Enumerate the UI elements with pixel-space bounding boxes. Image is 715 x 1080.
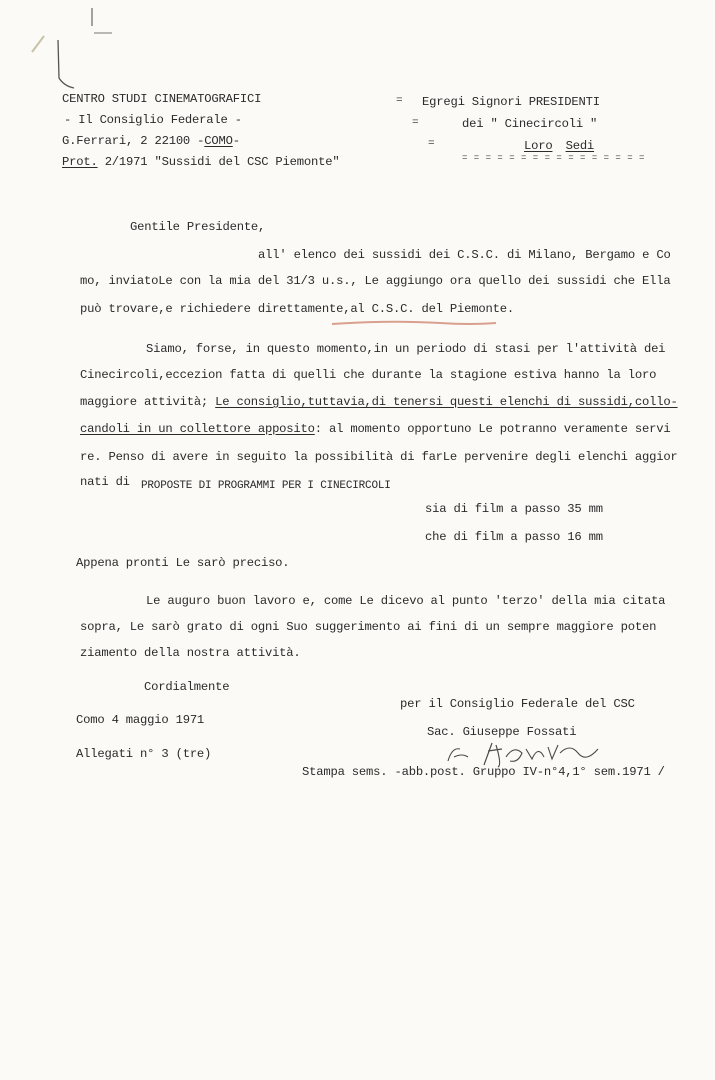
org-address-suffix: - bbox=[232, 134, 240, 148]
recipient-loro: Loro bbox=[524, 139, 553, 153]
para2-line3-a: maggiore attività; bbox=[80, 395, 216, 409]
org-address-street: G.Ferrari, 2 22100 - bbox=[62, 134, 205, 148]
para2-line4 bbox=[80, 422, 670, 436]
para2-line5: re. Penso di avere in seguito la possibilità di farLe pervenire degli elenchi aggior bbox=[80, 450, 678, 464]
red-pencil-underline-icon bbox=[330, 318, 500, 328]
closing: Cordialmente bbox=[144, 680, 230, 694]
recipient-underline-dashes: = = = = = = = = = = = = = = = = bbox=[462, 153, 645, 163]
para2-line1: Siamo, forse, in questo momento,in un periodo di stasi per l'attività dei bbox=[146, 342, 666, 356]
pencil-mark-icon bbox=[28, 0, 128, 100]
film-16mm-line: che di film a passo 16 mm bbox=[425, 530, 603, 544]
greeting: Gentile Presidente, bbox=[130, 220, 266, 234]
para2-line6: nati di bbox=[80, 475, 130, 489]
recipient-line-2: dei " Cinecircoli " bbox=[462, 117, 598, 131]
para2-line4-underlined: candoli in un collettore apposito bbox=[80, 422, 315, 436]
para1-line1: all' elenco dei sussidi dei C.S.C. di Milano, Bergamo e Co bbox=[258, 248, 671, 262]
protocol-line bbox=[62, 155, 339, 169]
para1-line2: mo, inviatoLe con la mia del 31/3 u.s., Le aggiungo ora quello dei sussidi che Ella bbox=[80, 274, 671, 288]
para1-line3: può trovare,e richiedere direttamente,al C.S.C. del Piemonte. bbox=[80, 302, 514, 316]
para2-line3-underlined: Le consiglio,tuttavia,di tenersi questi elenchi di sussidi,collo- bbox=[215, 395, 678, 409]
program-proposals-heading: PROPOSTE DI PROGRAMMI PER I CINECIRCOLI bbox=[141, 480, 391, 492]
para2-line3 bbox=[80, 395, 678, 409]
film-35mm-line: sia di film a passo 35 mm bbox=[425, 502, 603, 516]
address-mark: = bbox=[412, 117, 420, 129]
para4-line2: sopra, Le sarò grato di ogni Suo suggerimento ai fini di un sempre maggiore poten bbox=[80, 620, 657, 634]
date-line: Como 4 maggio 1971 bbox=[76, 713, 205, 727]
recipient-sedi: Sedi bbox=[565, 139, 595, 153]
para3: Appena pronti Le sarò preciso. bbox=[76, 556, 290, 570]
org-address bbox=[62, 134, 240, 148]
protocol-label: Prot. bbox=[62, 155, 98, 169]
para2-line4-b: : al momento opportuno Le potranno veramente servi bbox=[314, 422, 671, 436]
address-mark: = bbox=[428, 138, 436, 150]
org-address-city: COMO bbox=[204, 134, 233, 148]
recipient-line-1: Egregi Signori PRESIDENTI bbox=[422, 95, 600, 109]
attachments-line: Allegati n° 3 (tre) bbox=[76, 747, 212, 761]
footer-postal-line: Stampa sems. -abb.post. Gruppo IV-n°4,1° sem.1971 / bbox=[302, 765, 665, 779]
protocol-subject: 2/1971 "Sussidi del CSC Piemonte" bbox=[97, 155, 340, 169]
recipient-line-3 bbox=[524, 139, 594, 153]
para4-line3: ziamento della nostra attività. bbox=[80, 646, 301, 660]
address-mark: = bbox=[396, 95, 404, 107]
para2-line2: Cinecircoli,eccezion fatta di quelli che durante la stagione estiva hanno la loro bbox=[80, 368, 657, 382]
signature-line-1: per il Consiglio Federale del CSC bbox=[400, 697, 635, 711]
signature-line-2: Sac. Giuseppe Fossati bbox=[427, 725, 577, 739]
para4-line1: Le auguro buon lavoro e, come Le dicevo al punto 'terzo' della mia citata bbox=[146, 594, 666, 608]
org-subtitle: - Il Consiglio Federale - bbox=[64, 113, 242, 127]
org-name: CENTRO STUDI CINEMATOGRAFICI bbox=[62, 92, 262, 106]
